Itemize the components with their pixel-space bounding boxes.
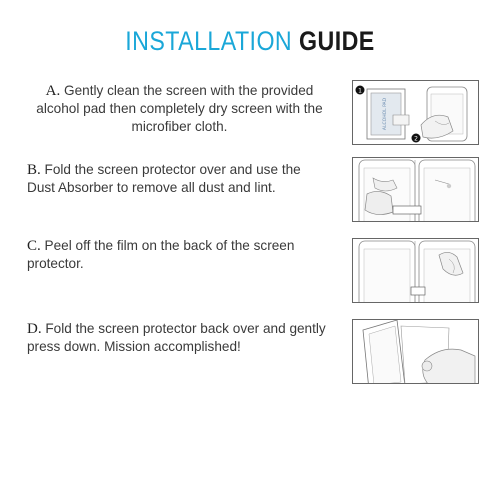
step-d-text: Fold the screen protector back over and gently press down. Mission accomplished! [27,321,326,354]
step-a [27,82,332,136]
illustration-press-down [352,319,479,384]
step-d [27,320,332,356]
step-c-text: Peel off the film on the back of the screen protector. [27,238,295,271]
badge-1-text: 1 [358,87,362,95]
step-a-letter: A. [45,83,61,99]
step-d-letter: D. [27,321,42,337]
title-guide: GUIDE [299,26,375,56]
step-b [27,161,332,197]
step-b-letter: B. [27,162,41,178]
alcohol-pad-label: ALCOHOL PAD [383,97,388,131]
page-title [35,26,465,57]
step-a-text: Gently clean the screen with the provided alcohol pad then completely dry screen with the microfiber cloth. [36,83,323,134]
peel-film-drawing [353,239,479,303]
illustration-dust-absorber [352,157,479,222]
title-installation: INSTALLATION [125,26,293,56]
step-b-text: Fold the screen protector over and use the Dust Absorber to remove all dust and lint. [27,162,301,195]
press-down-drawing [353,320,479,384]
step-c-letter: C. [27,238,41,254]
step-c [27,237,332,273]
badge-2-text: 2 [414,135,418,143]
illustration-peel-film [352,238,479,303]
dust-absorber-drawing [353,158,479,222]
clean-screen-drawing [353,81,479,145]
illustration-clean-screen [352,80,479,145]
